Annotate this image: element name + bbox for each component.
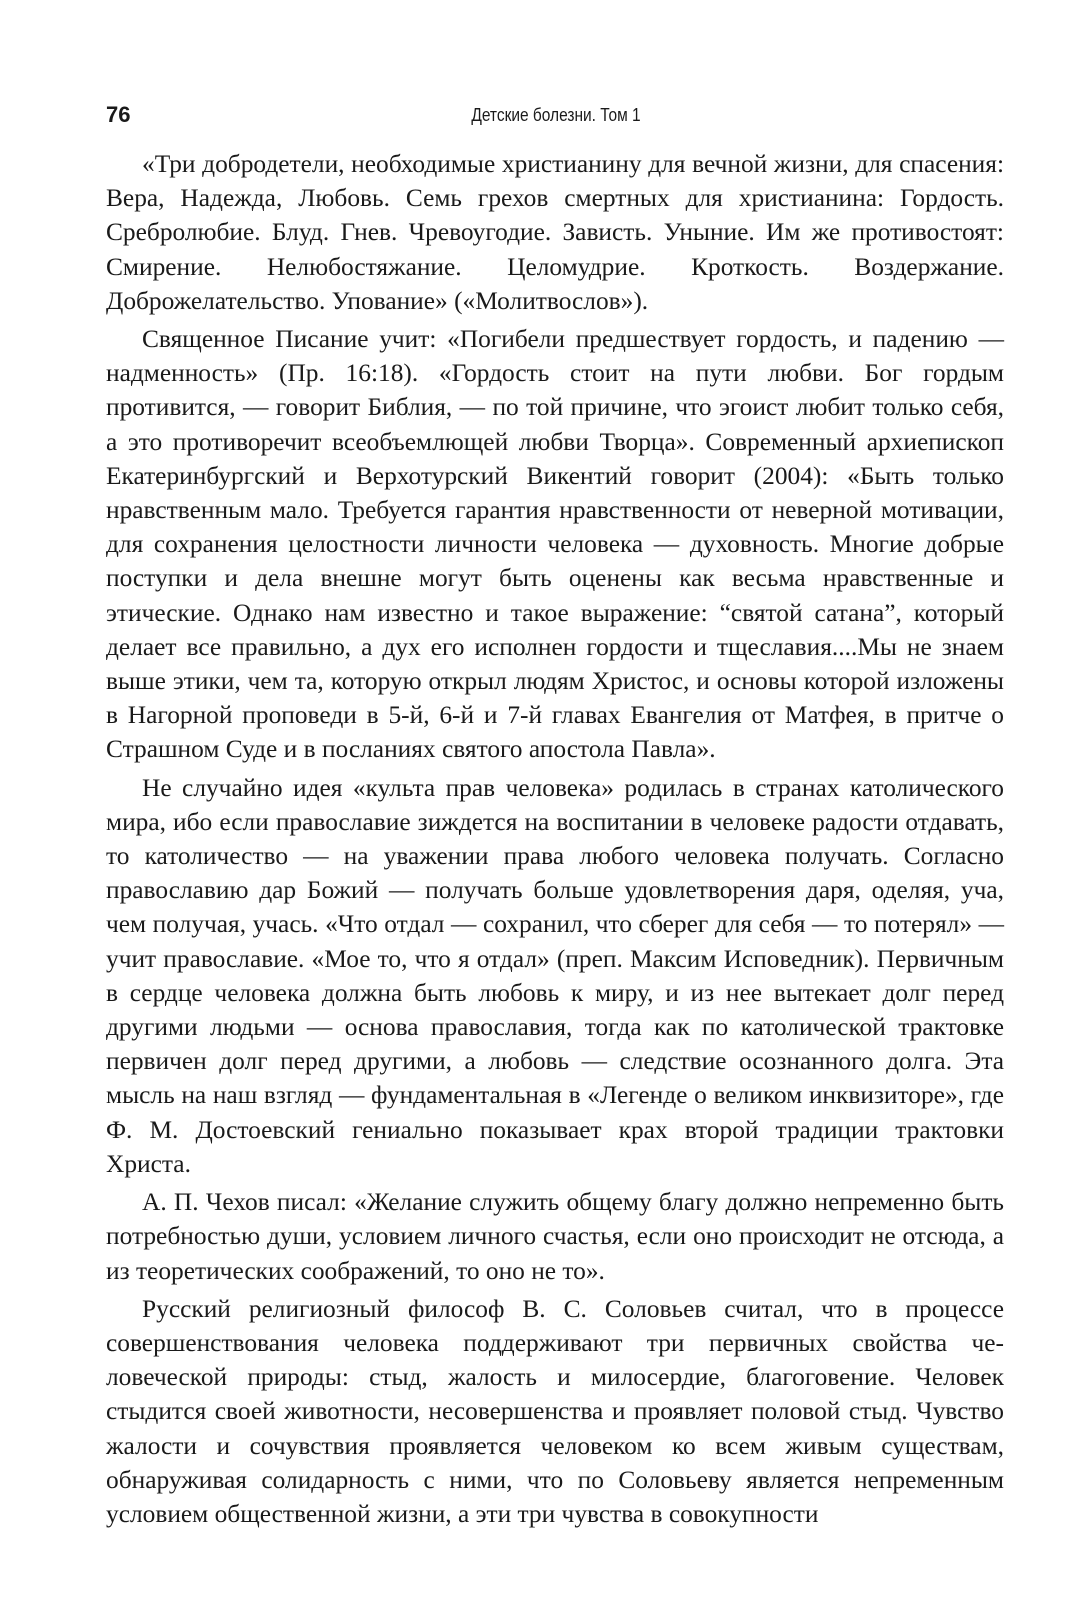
body-text xyxy=(106,147,1004,1535)
paragraph: Не случайно идея «культа прав человека» родилась в странах католического мира, ибо если православие зиждется на воспитании в человеке радости отдавать, то католичество — на уважении права любого человека получать. Согласно православию дар Божий — получать больше удовлетворения даря, оделяя, уча, чем получая, учась. «Что отдал — сохранил, что сберег для себя — то потерял» — учит православие. «Мое то, что я отдал» (преп. Максим Исповедник). Первичным в сердце человека должна быть любовь к миру, и из нее вытекает долг перед другими людьми — основа православия, тогда как по католической трактовке первичен долг перед другими, а любовь — следствие осознанного долга. Эта мысль на наш взгляд — фундаментальная в «Легенде о великом инквизиторе», где Ф. М. Достоевский гениально показывает крах второй традиции трактовки Христа. xyxy=(106,773,1004,1178)
book-title: Детские болезни. Том 1 xyxy=(471,105,641,125)
paragraph: «Три добродетели, необходимые христианину для вечной жизни, для спасения: Вера, Надежда, Любовь. Семь грехов смертных для христианина: Гордость. Сребролюбие. Блуд. Гнев. Чревоугодие. Зависть. Уныние. Им же противостоят: Смирение. Нелюбостяжание. Целомудрие. Кроткость. Воздержание. Доброжелательство. Упование» («Молитвослов»). xyxy=(106,150,1004,315)
paragraph: А. П. Чехов писал: «Желание служить общему благу должно непременно быть потребностью души, условием личного счастья, если оно происходит не отсюда, а из теоретических соображений, то оно не то». xyxy=(106,1188,1004,1285)
running-head xyxy=(106,98,1006,132)
paragraph: Русский религиозный философ В. С. Соловьев считал, что в процессе совершенствования человека поддерживают три первичных свойства человеческой природы: стыд, жалость и милосердие, благоговение. Человек стыдится своей животности, несовершенства и проявляет половой стыд. Чувство жалости и сочувствия проявляется человеком ко всем живым существам, обнаруживая солидарность с ними, что по Соловьеву является непременным условием общественной жизни, а эти три чувства в совокупности xyxy=(106,1294,1004,1528)
paragraph: Священное Писание учит: «Погибели предшествует гордость, и падению — надменность» (Пр. 16:18). «Гордость стоит на пути любви. Бог гордым противится, — говорит Библия, — по той причине, что эгоист любит только себя, а это противоречит всеобъемлющей любви Творца». Современный архиепископ Екатеринбургский и Верхотурский Викентий говорит (2004): «Быть только нравственным мало. Требуется гарантия нравственности от неверной мотивации, для сохранения целостности личности человека — духовность. Многие добрые поступки и дела внешне могут быть оценены как весьма нравственные и этические. Однако нам известно и такое выражение: “святой сатана”, который делает все правильно, а дух его исполнен гордости и тщеславия....Мы не знаем выше этики, чем та, которую открыл людям Христос, и основы которой изложены в Нагорной проповеди в 5-й, 6-й и 7-й главах Евангелия от Матфея, в притче о Страшном Суде и в посланиях святого апостола Павла». xyxy=(106,325,1004,764)
page-number: 76 xyxy=(106,102,131,127)
